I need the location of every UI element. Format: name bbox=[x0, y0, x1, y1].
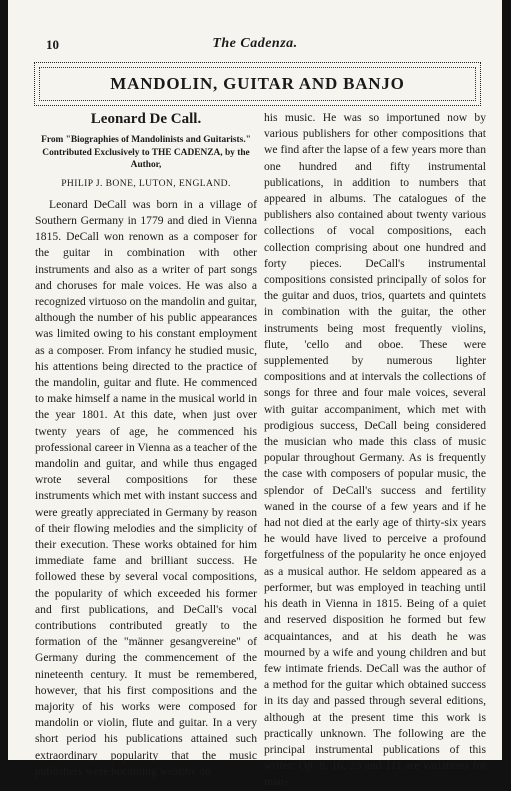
body-text-right: his music. He was so importuned now by various publishers for other compositions that we find after the lapse of a few years more than one hundred and fifty instrumental publications, in addition to numbers that appeared in albums. The catalogues of the publishers also contained about twenty various collections of vocal compositions, each collection comprising about one hundred and forty pieces. DeCall's instrumental compositions consisted principally of solos for the guitar and duos, trios, quartets and quintets in combination with the guitar, the other instruments being most frequently violins, flute, 'cello and oboe. These were supplemented by numerous lighter compositions and at intervals the collections of songs for three and four male voices, several with guitar accompaniment, which met with prodigious success, DeCall being considered the musician who made this class of music popular throughout Germany. As is frequently the case with composers of popular music, the splendor of DeCall's success and fertility waned in the course of a few years and if he had not died at the early age of thirty-six years he would have lived to perceive a profound forgetfulness of the popularity he once enjoyed as a musical author. He seldom appeared as a performer, but was employed in teaching until his death in Vienna in 1815. Being of a quiet and reserved disposition he formed but few acquaintances, and at his death he was mourned by a wife and young children and but few intimate friends. DeCall was the author of a method for the guitar which obtained success in its day and passed through several editions, although at the present time this work is practically unknown. The following are the principal instrumental publications of this writer: Op. 8, 16, 25 and 111 are variations for man- bbox=[264, 111, 486, 789]
article-title: Leonard De Call. bbox=[90, 111, 202, 127]
left-column bbox=[35, 110, 257, 780]
section-banner bbox=[34, 62, 481, 106]
right-column bbox=[264, 110, 486, 791]
page-number: 10 bbox=[46, 37, 59, 52]
author-line: PHILIP J. BONE, LUTON, ENGLAND. bbox=[61, 177, 231, 189]
running-head: The Cadenza. bbox=[212, 36, 298, 51]
section-title: MANDOLIN, GUITAR AND BANJO bbox=[110, 74, 405, 93]
magazine-page bbox=[8, 0, 502, 789]
source-line-2: Contributed Exclusively to THE CADENZA, by the Author, bbox=[42, 147, 250, 170]
page-header bbox=[8, 37, 502, 53]
source-line-1: From "Biographies of Mandolinists and Guitarists." bbox=[41, 135, 251, 145]
body-text-left: Leonard DeCall was born in a village of Southern Germany in 1779 and died in Vienna 1815. DeCall won renown as a composer for the guitar in combination with other instruments and also as a writer of part songs and choruses for male voices. He was also a recognized virtuoso on the mandolin and guitar, although the number of his public appearances was limited owing to his constant employment as a composer. From infancy he studied music, his attentions being directed to the practice of the mandolin, guitar and flute. He commenced to make himself a name in the musical world in the year 1801. At this date, when just over twenty years of age, he commenced his professional career in Vienna as a teacher of the mandolin and guitar, and while thus engaged wrote several compositions for these instruments which met with instant success and were greatly appreciated in Germany by reason of their flowing melodies and the simplicity of their execution. These works obtained for him immediate fame and brilliant success. He followed these by several vocal compositions, the popularity of which exceeded his former and first publications, and DeCall's vocal contributions contributed greatly to the formation of the "männer gesangvereine" of Germany during the commencement of the nineteenth century. It must be remembered, however, that his first compositions and the majority of his works were composed for mandolin or violin, flute and guitar. In a very short period his publications attained such extraordinary popularity that the music publishers were becoming wealthy on bbox=[35, 197, 258, 778]
source-note bbox=[35, 134, 257, 172]
